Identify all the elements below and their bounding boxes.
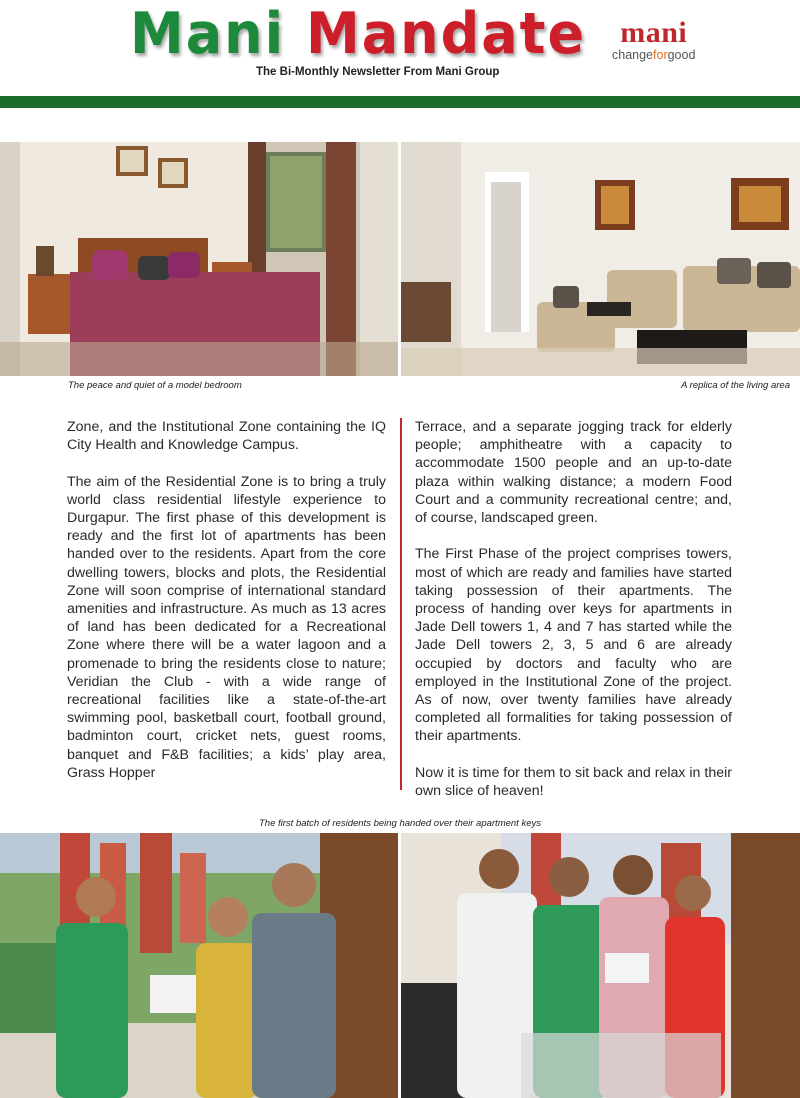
living-room-photo [401,142,800,376]
living-room-photo-caption: A replica of the living area [681,380,790,391]
column-divider [400,418,402,790]
newsletter-title [130,0,587,67]
key-handover-photo-1 [0,833,398,1098]
newsletter-tagline: The Bi-Monthly Newsletter From Mani Group [256,66,500,78]
header-divider-bar [0,96,800,108]
title-part-mandate: Mandate [305,0,587,67]
brand-name: mani [620,16,688,49]
article-paragraph: Zone, and the Institutional Zone containing the IQ City Health and Knowledge Campus. [67,419,386,454]
article-paragraph: Now it is time for them to sit back and relax in their own slice of heaven! [415,764,732,800]
article-left-column [67,418,386,800]
title-part-mani: Mani [130,0,286,67]
residents-photo-caption: The first batch of residents being handed over their apartment keys [259,818,541,829]
article-paragraph: The First Phase of the project comprises towers, most of which are ready and families have started taking possession of their apartments. The process of handing over keys for apartments in Jade Dell towers 1, 4 and 7 has started while the Jade Dell towers 2, 3, 5 and 6 are already occupied by doctors and faculty who are employed in the Institutional Zone of the project. As of now, over twenty families have already completed all formalities for taking possession of their apartments. [415,546,732,745]
bedroom-photo [0,142,398,376]
mani-logo [612,18,695,62]
article-right-column [415,418,732,818]
article-paragraph: Terrace, and a separate jogging track for elderly people; amphitheatre with a capacity to accommodate 1500 people and an up-to-date plaza within walking distance; a modern Food Court and a community recreational centre; and, of course, landscaped green. [415,419,732,527]
newsletter-header [0,0,800,95]
key-handover-photo-2 [401,833,800,1098]
brand-tagline: changeforgood [612,48,696,62]
bedroom-photo-caption: The peace and quiet of a model bedroom [68,380,242,391]
article-paragraph: The aim of the Residential Zone is to bring a truly world class residential lifestyle experience to Durgapur. The first phase of this development is ready and the first lot of apartments has been handed over to the residents. Apart from the core dwelling towers, blocks and plots, the Residential Zone will soon comprise of international standard amenities and infrastructure. As much as 13 acres of land has been dedicated for a Recreational Zone where there will be a water lagoon and a promenade to bring the residents close to nature; Veridian the Club - with a wide range of recreational facilities like a state-of-the-art swimming pool, basketball court, football ground, badminton court, cricket nets, guest rooms, banquet and F&B facilities; a kids’ play area, Grass Hopper [67,473,386,781]
